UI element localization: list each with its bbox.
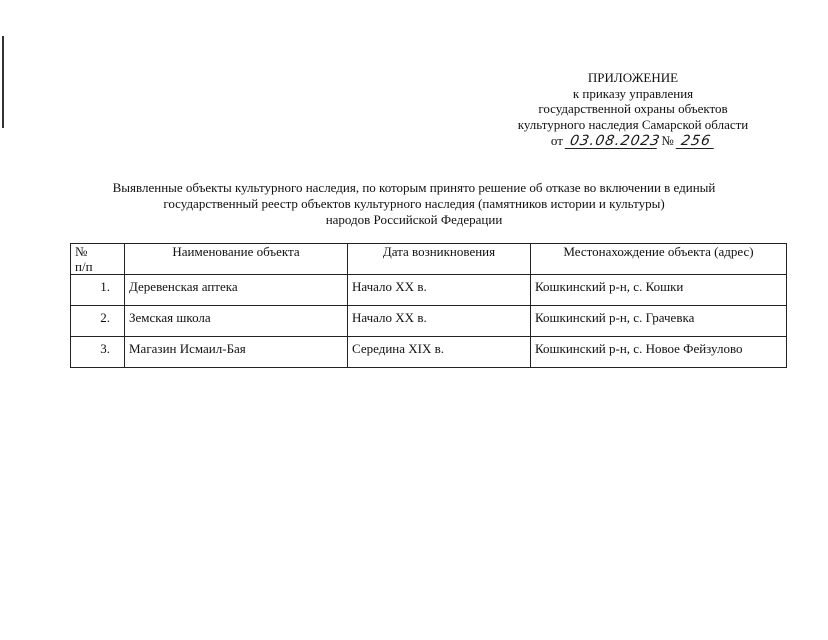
title-line-3: народов Российской Федерации: [325, 212, 503, 227]
appendix-block: [486, 70, 780, 149]
number-label: №: [661, 133, 674, 148]
header-number: [71, 244, 125, 275]
table-row: [71, 337, 787, 368]
title-line-1: Выявленные объекты культурного наследия, по которым принято решение об отказе во включении в единый: [112, 180, 716, 195]
header-number-symbol: №: [75, 244, 88, 259]
row-name: Магазин Исмаил-Бая: [125, 337, 348, 368]
row-number: 2.: [71, 306, 125, 337]
row-number: 3.: [71, 337, 125, 368]
header-date: Дата возникновения: [348, 244, 531, 275]
header-address: Местонахождение объекта (адрес): [531, 244, 787, 275]
header-name: Наименование объекта: [125, 244, 348, 275]
appendix-heading: ПРИЛОЖЕНИЕ: [587, 70, 679, 85]
table-header-row: [71, 244, 787, 275]
objects-table: [70, 243, 787, 368]
row-date: Середина XIX в.: [348, 337, 531, 368]
handwritten-number: 256: [676, 134, 717, 149]
row-number: 1.: [71, 275, 125, 306]
appendix-line-3: культурного наследия Самарской области: [517, 116, 749, 132]
header-number-pp: п/п: [75, 259, 93, 274]
row-date: Начало XX в.: [348, 306, 531, 337]
document-title: [78, 180, 750, 228]
table-row: [71, 306, 787, 337]
row-date: Начало XX в.: [348, 275, 531, 306]
appendix-line-2: государственной охраны объектов: [538, 101, 728, 116]
appendix-line-1: к приказу управления: [572, 85, 694, 101]
order-date-number-line: [486, 133, 780, 149]
row-address: Кошкинский р-н, с. Новое Фейзулово: [531, 337, 787, 368]
row-name: Земская школа: [125, 306, 348, 337]
scan-margin-mark: [2, 36, 4, 128]
handwritten-date: 03.08.2023: [565, 134, 660, 149]
row-address: Кошкинский р-н, с. Кошки: [531, 275, 787, 306]
row-address: Кошкинский р-н, с. Грачевка: [531, 306, 787, 337]
from-label: от: [550, 133, 563, 148]
table-row: [71, 275, 787, 306]
row-name: Деревенская аптека: [125, 275, 348, 306]
title-line-2: государственный реестр объектов культурного наследия (памятников истории и культуры): [163, 196, 665, 211]
